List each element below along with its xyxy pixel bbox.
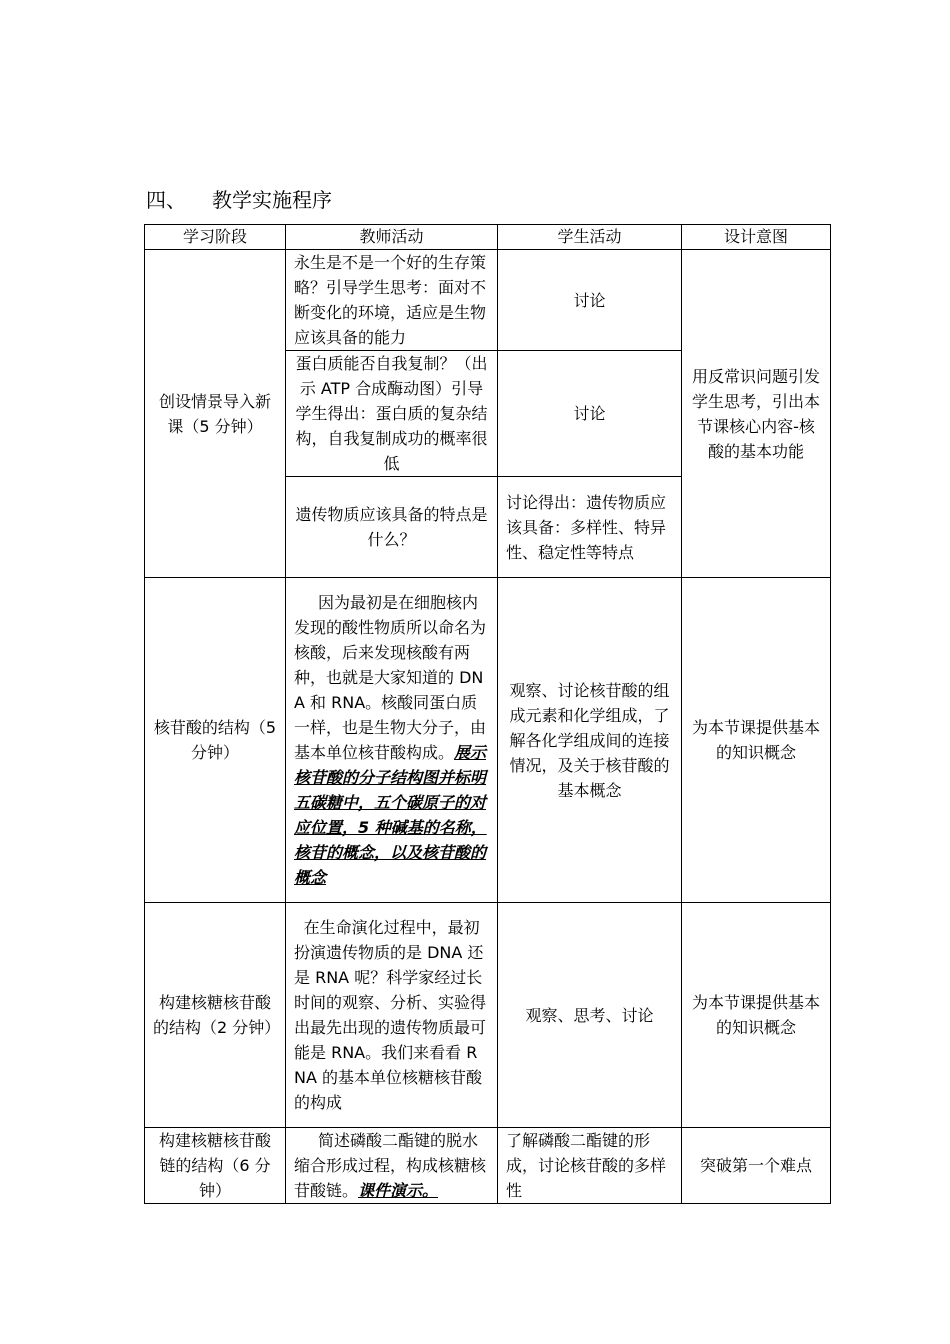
table-header-row [145, 225, 831, 250]
student-activity-cell: 了解磷酸二酯键的形成，讨论核苷酸的多样性 [498, 1128, 682, 1204]
teacher-activity-text: 简述磷酸二酯键的脱水缩合形成过程，构成核糖核苷酸链。 [294, 1131, 487, 1200]
header-teacher-activity: 教师活动 [286, 225, 498, 250]
table-row [145, 250, 831, 351]
stage-cell: 创设情景导入新课（5 分钟） [145, 250, 286, 578]
teacher-activity-cell [286, 578, 498, 903]
section-number: 四、 [146, 188, 186, 212]
header-design-intent: 设计意图 [682, 225, 831, 250]
section-heading [146, 186, 332, 214]
teacher-activity-cell [286, 1128, 498, 1204]
design-intent-cell: 用反常识问题引发学生思考，引出本节课核心内容-核酸的基本功能 [682, 250, 831, 578]
teacher-activity-emphasis: 课件演示。 [358, 1181, 439, 1200]
table-row [145, 578, 831, 903]
teacher-activity-cell: 在生命演化过程中，最初扮演遗传物质的是 DNA 还是 RNA 呢？科学家经过长时间的观察、分析、实验得出最先出现的遗传物质最可能是 RNA。我们来看看 RNA 的基本单位核糖核苷酸的构成 [286, 903, 498, 1128]
student-activity-cell: 讨论 [498, 250, 682, 351]
teacher-activity-emphasis: 展示核苷酸的分子结构图并标明五碳糖中，五个碳原子的对应位置，5 种碱基的名称，核苷的概念，以及核苷酸的概念 [294, 743, 487, 887]
design-intent-cell: 为本节课提供基本的知识概念 [682, 903, 831, 1128]
table-row [145, 1128, 831, 1204]
stage-cell: 构建核糖核苷酸链的结构（6 分钟） [145, 1128, 286, 1204]
table-row [145, 903, 831, 1128]
student-activity-cell: 讨论 [498, 351, 682, 477]
header-student-activity: 学生活动 [498, 225, 682, 250]
stage-cell: 核苷酸的结构（5 分钟） [145, 578, 286, 903]
stage-cell: 构建核糖核苷酸的结构（2 分钟） [145, 903, 286, 1128]
teacher-activity-cell: 蛋白质能否自我复制？（出示 ATP 合成酶动图）引导学生得出：蛋白质的复杂结构，自我复制成功的概率很低 [286, 351, 498, 477]
student-activity-cell: 观察、讨论核苷酸的组成元素和化学组成，了解各化学组成间的连接情况，及关于核苷酸的基本概念 [498, 578, 682, 903]
section-title: 教学实施程序 [212, 188, 332, 212]
student-activity-cell: 观察、思考、讨论 [498, 903, 682, 1128]
student-activity-cell: 讨论得出：遗传物质应该具备：多样性、特异性、稳定性等特点 [498, 477, 682, 578]
design-intent-cell: 为本节课提供基本的知识概念 [682, 578, 831, 903]
header-stage: 学习阶段 [145, 225, 286, 250]
teacher-activity-text: 因为最初是在细胞核内发现的酸性物质所以命名为核酸，后来发现核酸有两种，也就是大家知道的 DNA 和 RNA。核酸同蛋白质一样，也是生物大分子，由基本单位核苷酸构成。 [294, 593, 487, 762]
teacher-activity-cell: 遗传物质应该具备的特点是什么？ [286, 477, 498, 578]
design-intent-cell: 突破第一个难点 [682, 1128, 831, 1204]
teaching-procedure-table [144, 224, 831, 1204]
teacher-activity-cell: 永生是不是一个好的生存策略？引导学生思考：面对不断变化的环境，适应是生物应该具备的能力 [286, 250, 498, 351]
